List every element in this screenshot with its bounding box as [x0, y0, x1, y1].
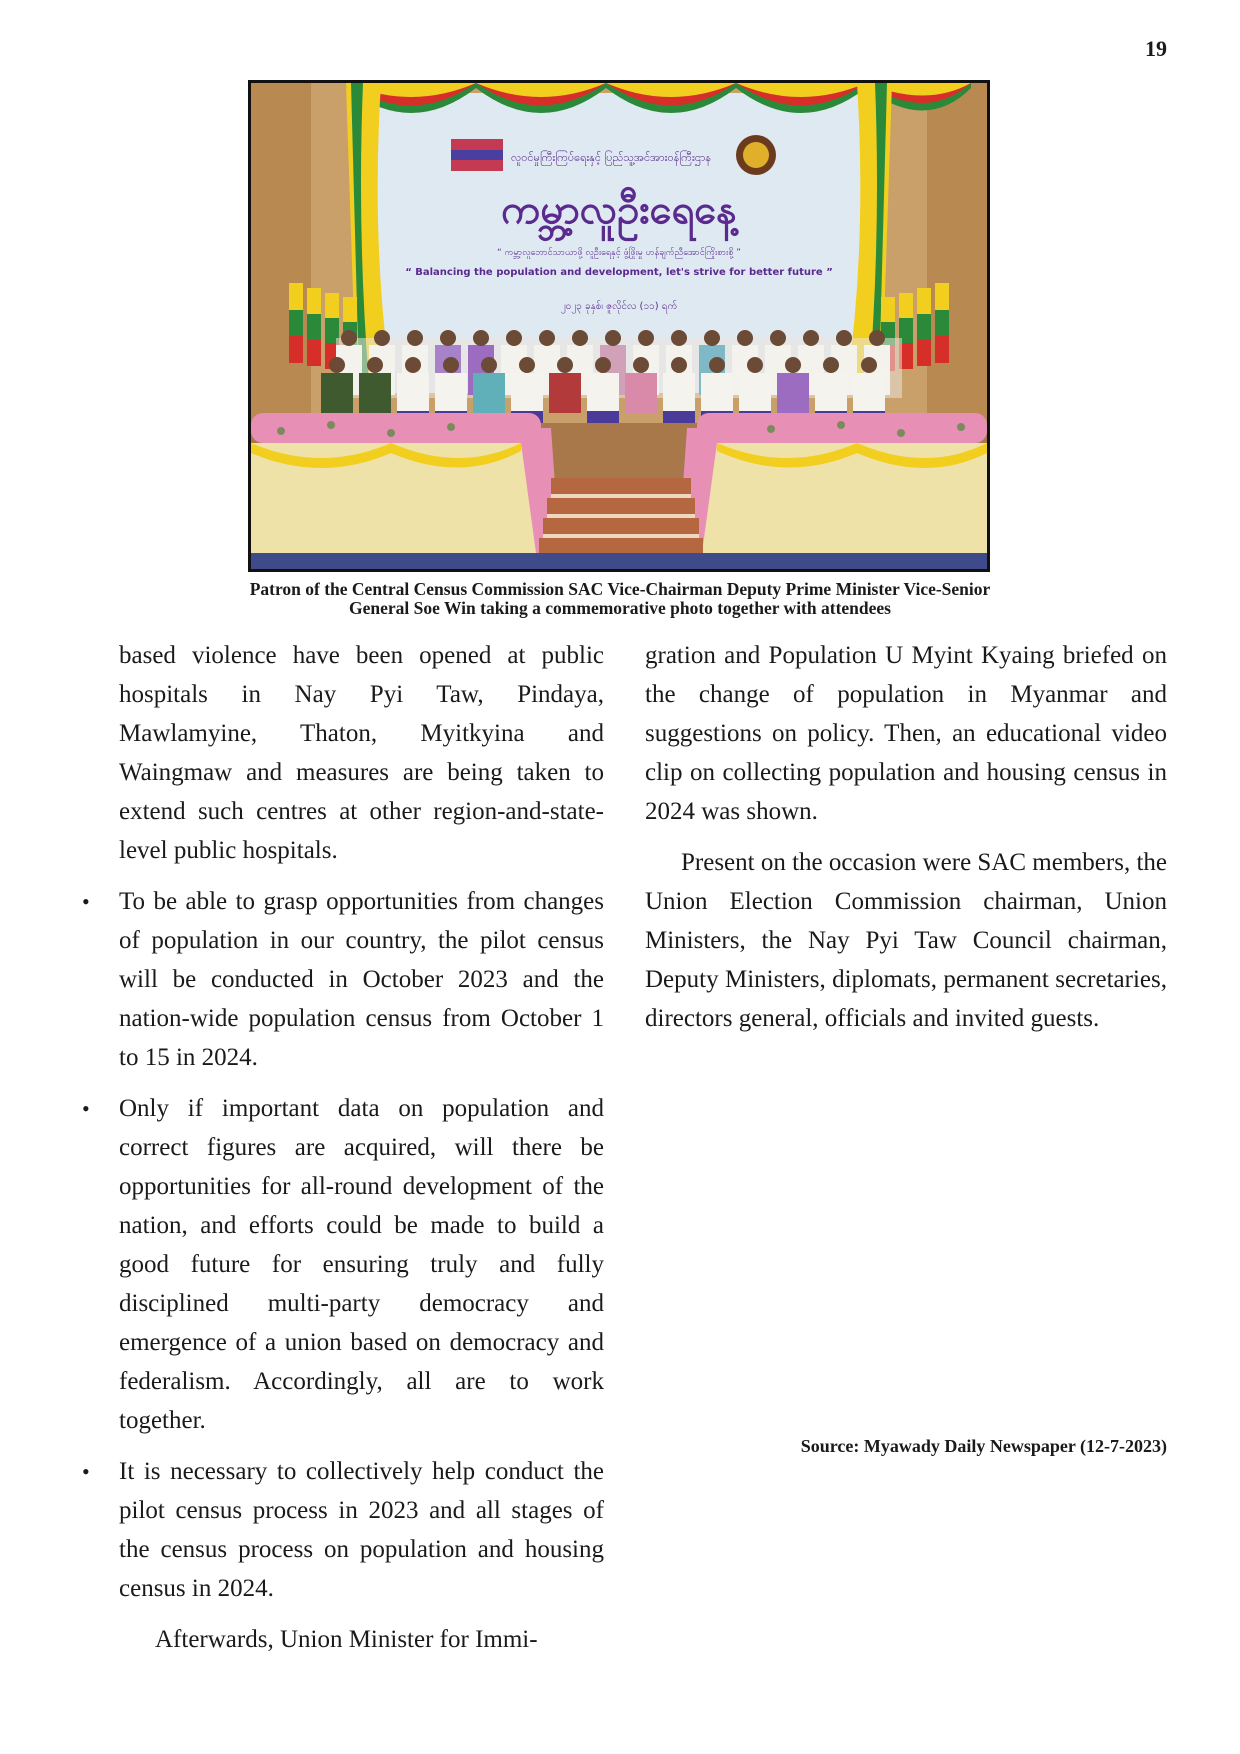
emblem-inner-icon — [743, 142, 769, 168]
right-paragraph-1: gration and Population U Myint Kyaing briefed on the change of population in Myanmar and suggestions on policy. Then, an educational video clip on collecting population and housing census in 2024 was shown. — [645, 642, 1167, 825]
right-paragraph-2: Present on the occasion were SAC members, the Union Election Commission chairman, Union Ministers, the Nay Pyi Taw Council chairman, Deputy Ministers, diplomats, permanent secretaries, directors general, officials and invited guests. — [645, 849, 1167, 1032]
banner-line-top: လူဝင်မှုကြီးကြပ်ရေးနှင့် ပြည်သူ့အင်အားဝန်ကြီးဌာန — [510, 151, 712, 164]
banner-date: ၂၀၂၃ ခုနှစ်၊ ဇူလိုင်လ (၁၁) ရက် — [560, 301, 678, 312]
key-points-list — [119, 882, 604, 1608]
banner-motto-mm: “ ကမ္ဘာ့လူဘောင်သာယာဖို့ လူဦးရေနှင့် ဖွံ့ဖြိုးမှု ဟန်ချက်ညီအောင်ကြိုးစားစို့ ” — [497, 248, 741, 258]
column-right — [645, 636, 1167, 1050]
wall-panel-right — [927, 83, 987, 423]
left-outro-paragraph: Afterwards, Union Minister for Immi- — [155, 1626, 538, 1653]
ministry-flag-stripe — [451, 150, 503, 160]
caption-line-1: Patron of the Central Census Commission SAC Vice-Chairman Deputy Prime Minister Vice-Senior — [249, 579, 991, 599]
event-photo — [248, 80, 990, 572]
banner-motto-en: “ Balancing the population and development, let's strive for better future ” — [405, 267, 833, 278]
banner-title: ကမ္ဘာ့လူဦးရေနေ့ — [501, 187, 737, 233]
bullet-important-data: • Only if important data on population and correct figures are acquired, will there be opportunities for all-round development of the nation, and efforts could be made to build a good future for ensuring truly and fully disciplined multi-party democracy and emergence of a union based on democracy and federalism. Accordingly, all are to work together. — [119, 1089, 604, 1440]
photo-caption — [150, 580, 1090, 618]
caption-line-2: General Soe Win taking a commemorative photo together with attendees — [349, 598, 891, 618]
page-number: 19 — [1145, 36, 1167, 61]
carpet — [251, 553, 987, 569]
event-photo-illustration — [251, 83, 987, 569]
bullet-pilot-census: • To be able to grasp opportunities from changes of population in our country, the pilot census will be conducted in October 2023 and the nation-wide population census from October 1 to 15 in 2024. — [119, 882, 604, 1077]
left-intro-paragraph: based violence have been opened at public hospitals in Nay Pyi Taw, Pindaya, Mawlamyine, Thaton, Myitkyina and Waingmaw and measures are being taken to extend such centres at other region-and-state-level public hospitals. — [119, 642, 604, 864]
stage-steps — [539, 478, 703, 554]
bullet-collective-help: • It is necessary to collectively help conduct the pilot census process in 2023 and all stages of the census process on population and housing census in 2024. — [119, 1452, 604, 1608]
wall-panel-left — [251, 83, 311, 423]
column-left — [119, 636, 604, 1671]
source-citation: Source: Myawady Daily Newspaper (12-7-2023) — [800, 1436, 1167, 1456]
